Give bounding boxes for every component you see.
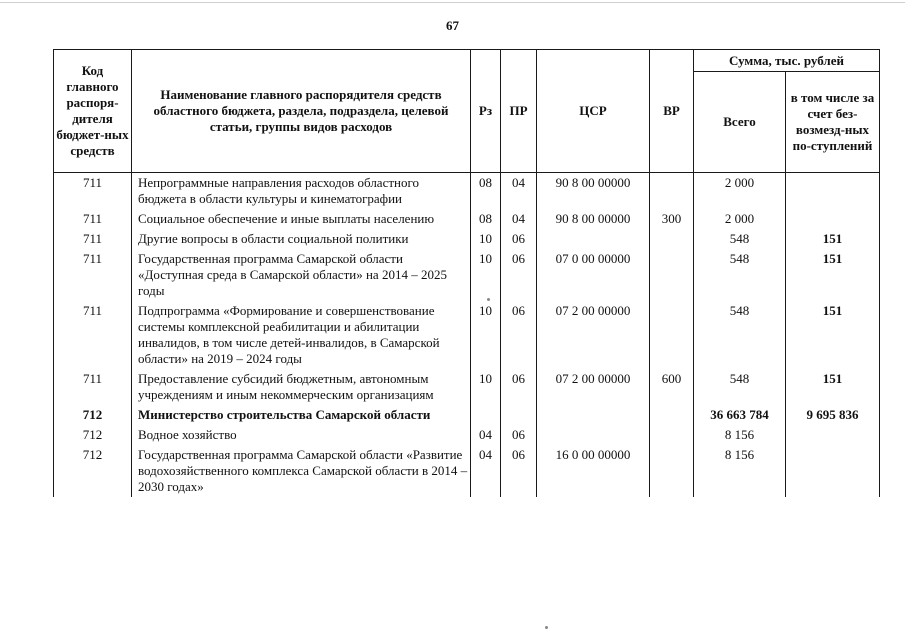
cell-vr: [650, 425, 694, 445]
header-vr: ВР: [650, 50, 694, 173]
cell-csr: 90 8 00 00000: [537, 209, 650, 229]
header-name: Наименование главного распорядителя средств областного бюджета, раздела, подраздела, целевой статьи, группы видов расходов: [132, 50, 471, 173]
cell-total: 548: [694, 229, 786, 249]
cell-name: Государственная программа Самарской области «Развитие водохозяйственного комплекса Самарской области в 2014 – 2030 годах»: [132, 445, 471, 497]
table-row: [54, 405, 880, 425]
cell-name: Водное хозяйство: [132, 425, 471, 445]
cell-vr: 300: [650, 209, 694, 229]
cell-grants: [786, 209, 880, 229]
cell-code: 711: [54, 229, 132, 249]
cell-total: 8 156: [694, 425, 786, 445]
cell-pr: 06: [501, 301, 537, 369]
cell-code: 711: [54, 173, 132, 210]
cell-code: 712: [54, 425, 132, 445]
cell-code: 711: [54, 301, 132, 369]
cell-csr: [537, 229, 650, 249]
cell-rz: 08: [471, 173, 501, 210]
table-row: [54, 301, 880, 369]
cell-pr: 06: [501, 229, 537, 249]
cell-code: 712: [54, 405, 132, 425]
cell-name: Подпрограмма «Формирование и совершенствование системы комплексной реабилитации и абилитации инвалидов, в том числе детей-инвалидов, в Самарской области» на 2019 – 2024 годы: [132, 301, 471, 369]
cell-pr: 06: [501, 425, 537, 445]
cell-rz: 08: [471, 209, 501, 229]
cell-vr: [650, 229, 694, 249]
header-code: Код главного распоря-дителя бюджет-ных средств: [54, 50, 132, 173]
cell-vr: [650, 249, 694, 301]
cell-grants: [786, 425, 880, 445]
cell-rz: 04: [471, 425, 501, 445]
cell-name: Предоставление субсидий бюджетным, автономным учреждениям и иным некоммерческим организациям: [132, 369, 471, 405]
cell-csr: [537, 405, 650, 425]
table-row: [54, 209, 880, 229]
cell-grants: 151: [786, 301, 880, 369]
cell-grants: [786, 445, 880, 497]
cell-pr: 06: [501, 249, 537, 301]
cell-code: 711: [54, 369, 132, 405]
cell-csr: 07 0 00 00000: [537, 249, 650, 301]
cell-grants: [786, 173, 880, 210]
cell-vr: [650, 405, 694, 425]
cell-vr: [650, 173, 694, 210]
cell-vr: 600: [650, 369, 694, 405]
cell-rz: 04: [471, 445, 501, 497]
header-csr: ЦСР: [537, 50, 650, 173]
cell-name: Государственная программа Самарской области «Доступная среда в Самарской области» на 2014 – 2025 годы: [132, 249, 471, 301]
cell-grants: 9 695 836: [786, 405, 880, 425]
cell-total: 2 000: [694, 173, 786, 210]
cell-pr: 06: [501, 369, 537, 405]
cell-total: 548: [694, 369, 786, 405]
header-sum-group: Сумма, тыс. рублей: [694, 50, 880, 72]
cell-rz: [471, 405, 501, 425]
header-rz: Рз: [471, 50, 501, 173]
cell-rz: 10: [471, 369, 501, 405]
cell-name: Социальное обеспечение и иные выплаты населению: [132, 209, 471, 229]
page-number: 67: [446, 18, 459, 33]
cell-rz: 10: [471, 301, 501, 369]
cell-pr: 04: [501, 209, 537, 229]
cell-grants: 151: [786, 229, 880, 249]
cell-vr: [650, 445, 694, 497]
cell-code: 711: [54, 249, 132, 301]
cell-total: 548: [694, 249, 786, 301]
cell-csr: 07 2 00 00000: [537, 301, 650, 369]
cell-code: 712: [54, 445, 132, 497]
cell-total: 2 000: [694, 209, 786, 229]
budget-table: [53, 49, 880, 497]
table-body: [54, 173, 880, 498]
cell-grants: 151: [786, 369, 880, 405]
table-row: [54, 369, 880, 405]
cell-pr: 04: [501, 173, 537, 210]
cell-rz: 10: [471, 229, 501, 249]
table-row: [54, 445, 880, 497]
cell-csr: 90 8 00 00000: [537, 173, 650, 210]
cell-csr: 16 0 00 00000: [537, 445, 650, 497]
cell-csr: [537, 425, 650, 445]
cell-pr: [501, 405, 537, 425]
table-row: [54, 425, 880, 445]
cell-csr: 07 2 00 00000: [537, 369, 650, 405]
table-row: [54, 173, 880, 210]
cell-name: Непрограммные направления расходов областного бюджета в области культуры и кинематографии: [132, 173, 471, 210]
cell-total: 36 663 784: [694, 405, 786, 425]
scan-speck: [487, 298, 490, 301]
cell-grants: 151: [786, 249, 880, 301]
cell-vr: [650, 301, 694, 369]
scan-speck: [545, 626, 548, 629]
scan-edge-line: [0, 2, 905, 3]
header-grants: в том числе за счет без-возмезд-ных по-ступлений: [786, 72, 880, 173]
cell-pr: 06: [501, 445, 537, 497]
cell-name: Министерство строительства Самарской области: [132, 405, 471, 425]
table-row: [54, 249, 880, 301]
cell-rz: 10: [471, 249, 501, 301]
table-row: [54, 229, 880, 249]
cell-name: Другие вопросы в области социальной политики: [132, 229, 471, 249]
cell-total: 8 156: [694, 445, 786, 497]
header-pr: ПР: [501, 50, 537, 173]
cell-code: 711: [54, 209, 132, 229]
header-total: Всего: [694, 72, 786, 173]
cell-total: 548: [694, 301, 786, 369]
